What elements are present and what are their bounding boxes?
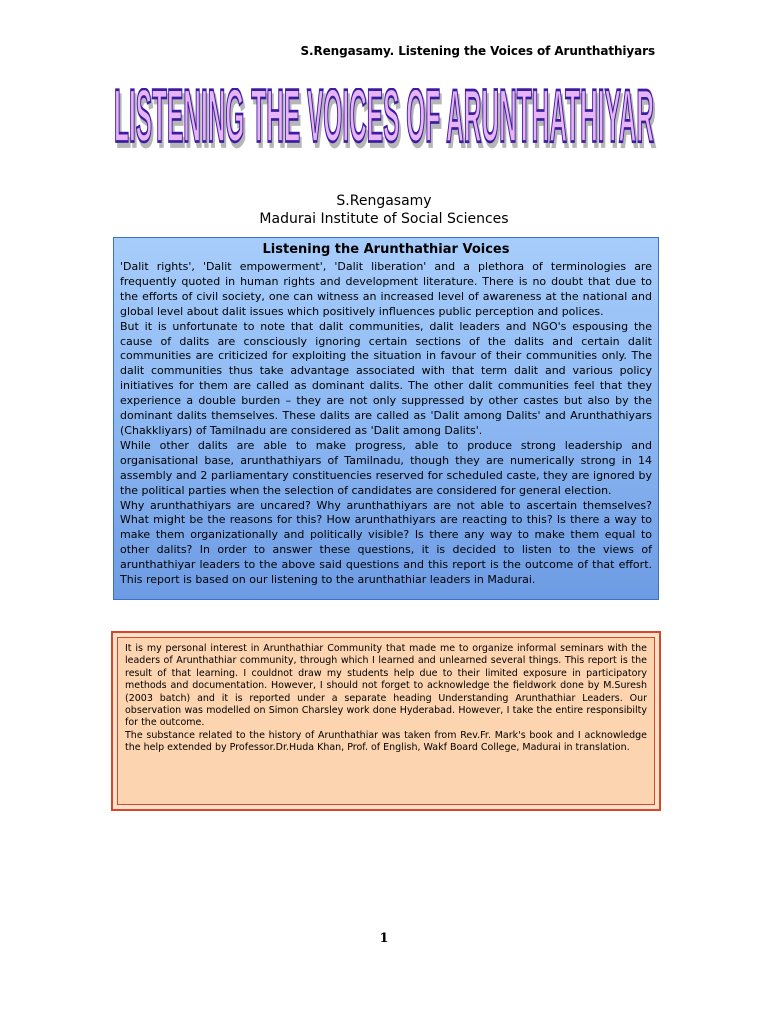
acknowledgement-box (111, 631, 661, 811)
author-name: S.Rengasamy (336, 193, 432, 209)
abstract-paragraph: Why arunthathiyars are uncared? Why arunthathiyars are not able to ascertain themselves? What might be the reasons for this? How arunthathiyars are reacting to this? Is there a way to make them organizationally and politically visible? Is there any way to make them equal to other dalits? In order to answer these questions, it is decided to listen to the views of arunthathiyar leaders to the above said questions and this report is the outcome of that effort. This report is based on our listening to the arunthathiar leaders in Madurai. (120, 498, 652, 587)
acknowledgement-inner (117, 637, 655, 805)
abstract-box (113, 237, 659, 600)
abstract-paragraph: While other dalits are able to make progress, able to produce strong leadership and organisational base, arunthathiyars of Tamilnadu, though they are numerically strong in 14 assembly and 2 parliamentary constituencies reserved for scheduled caste, they are ignored by the political parties when the selection of candidates are considered for general election. (120, 438, 652, 497)
page-number: 1 (379, 931, 389, 946)
abstract-paragraph: 'Dalit rights', 'Dalit empowerment', 'Dalit liberation' and a plethora of terminologies are frequently quoted in human rights and development literature. There is no doubt that due to the efforts of civil society, one can witness an increased level of awareness at the national and global level about dalit issues which positively influences public perception and polices. (120, 260, 652, 318)
title-wordart (108, 88, 660, 178)
acknowledgement-paragraph: The substance related to the history of Arunthathiar was taken from Rev.Fr. Mark's book and I acknowledge the help extended by Professor.Dr.Huda Khan, Prof. of English, Wakf Board College, Madurai in translation. (125, 729, 647, 754)
abstract-paragraph: But it is unfortunate to note that dalit communities, dalit leaders and NGO's espousing the cause of dalits are consciously ignoring certain sections of the dalits and certain dalit communities are criticized for exploiting the situation in favour of their communities only. The dalit communities thus take advantage associated with that term dalit and various policy initiatives for them are called as dominant dalits. The other dalit communities feel that they experience a double burden – they are not only suppressed by other castes but also by the dominant dalits themselves. These dalits are called as 'Dalit among Dalits' and Arunthathiyars (Chakkliyars) of Tamilnadu are considered as 'Dalit among Dalits'. (120, 319, 652, 437)
title-text: LISTENING THE VOICES OF ARUNTHATHIYAR (114, 88, 654, 159)
abstract-heading: Listening the Arunthathiar Voices (262, 242, 510, 257)
author-block (0, 192, 768, 228)
acknowledgement-paragraph: It is my personal interest in Arunthathiar Community that made me to organize informal seminars with the leaders of Arunthathiar community, through which I learned and unlearned several things. This report is the result of that learning. I couldnot draw my students help due to their limited exposure in participatory methods and documentation. However, I should not forget to acknowledge the fieldwork done by M.Suresh (2003 batch) and it is reported under a separate heading Understanding Arunthathiar Leaders. Our observation was modelled on Simon Charsley work done Hyderabad. However, I take the entire responsibilty for the outcome. (125, 643, 647, 729)
author-institution: Madurai Institute of Social Sciences (259, 211, 509, 227)
running-header: S.Rengasamy. Listening the Voices of Arunthathiyars (300, 44, 655, 58)
